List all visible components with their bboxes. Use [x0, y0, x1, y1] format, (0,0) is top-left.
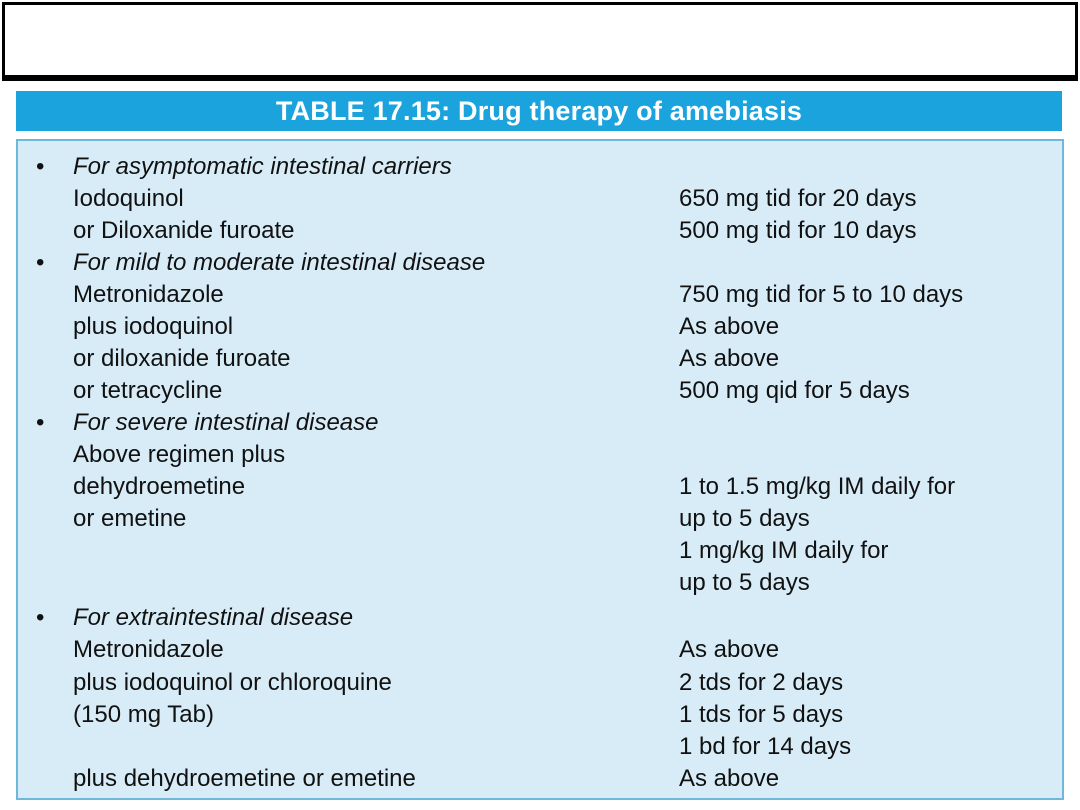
table-row [18, 471, 1062, 503]
row-dose: 500 mg tid for 10 days [679, 217, 917, 244]
row-dose: As above [679, 765, 780, 792]
table-row [18, 567, 1062, 599]
row-dose: up to 5 days [679, 569, 810, 596]
bullet: • [36, 604, 45, 631]
section-heading-mild-moderate [18, 247, 1062, 279]
table-row [18, 375, 1062, 407]
row-dose: As above [679, 345, 780, 372]
table-title: TABLE 17.15: Drug therapy of amebiasis [16, 91, 1062, 131]
section-heading-extraintestinal [18, 602, 1062, 634]
row-label: plus iodoquinol or chloroquine [73, 669, 392, 696]
row-label: plus dehydroemetine or emetine [73, 765, 416, 792]
bullet: • [36, 409, 45, 436]
section-heading-severe [18, 407, 1062, 439]
table-row [18, 343, 1062, 375]
row-dose: 500 mg qid for 5 days [679, 377, 910, 404]
row-dose: 2 tds for 2 days [679, 669, 844, 696]
table-row [18, 183, 1062, 215]
row-label: Iodoquinol [73, 185, 184, 212]
table-row [18, 439, 1062, 471]
row-label: dehydroemetine [73, 473, 246, 500]
table-row [18, 763, 1062, 795]
table-row [18, 731, 1062, 763]
row-dose: up to 5 days [679, 505, 810, 532]
table-row [18, 215, 1062, 247]
table-row [18, 279, 1062, 311]
row-label: For mild to moderate intestinal disease [73, 249, 486, 276]
row-label: or diloxanide furoate [73, 345, 291, 372]
bullet: • [36, 153, 45, 180]
row-label: Above regimen plus [73, 441, 286, 468]
section-heading-asymptomatic [18, 151, 1062, 183]
table-row [18, 634, 1062, 666]
table-row [18, 667, 1062, 699]
row-dose: 1 tds for 5 days [679, 701, 844, 728]
row-label: or tetracycline [73, 377, 223, 404]
table-row [18, 535, 1062, 567]
row-label: Metronidazole [73, 281, 224, 308]
row-dose: As above [679, 636, 780, 663]
row-label: (150 mg Tab) [73, 701, 214, 728]
row-dose: 1 mg/kg IM daily for [679, 537, 889, 564]
table-row [18, 311, 1062, 343]
row-label: Metronidazole [73, 636, 224, 663]
row-dose: As above [679, 313, 780, 340]
table-row [18, 699, 1062, 731]
bullet: • [36, 249, 45, 276]
row-label: or emetine [73, 505, 187, 532]
row-dose: 750 mg tid for 5 to 10 days [679, 281, 964, 308]
table-row [18, 503, 1062, 535]
row-dose: 1 bd for 14 days [679, 733, 852, 760]
row-dose: 1 to 1.5 mg/kg IM daily for [679, 473, 956, 500]
slide-title-box [2, 2, 1078, 81]
row-label: or Diloxanide furoate [73, 217, 295, 244]
row-label: For asymptomatic intestinal carriers [73, 153, 452, 180]
drug-table [16, 139, 1064, 800]
row-label: plus iodoquinol [73, 313, 234, 340]
row-dose: 650 mg tid for 20 days [679, 185, 917, 212]
row-label: For severe intestinal disease [73, 409, 379, 436]
row-label: For extraintestinal disease [73, 604, 354, 631]
